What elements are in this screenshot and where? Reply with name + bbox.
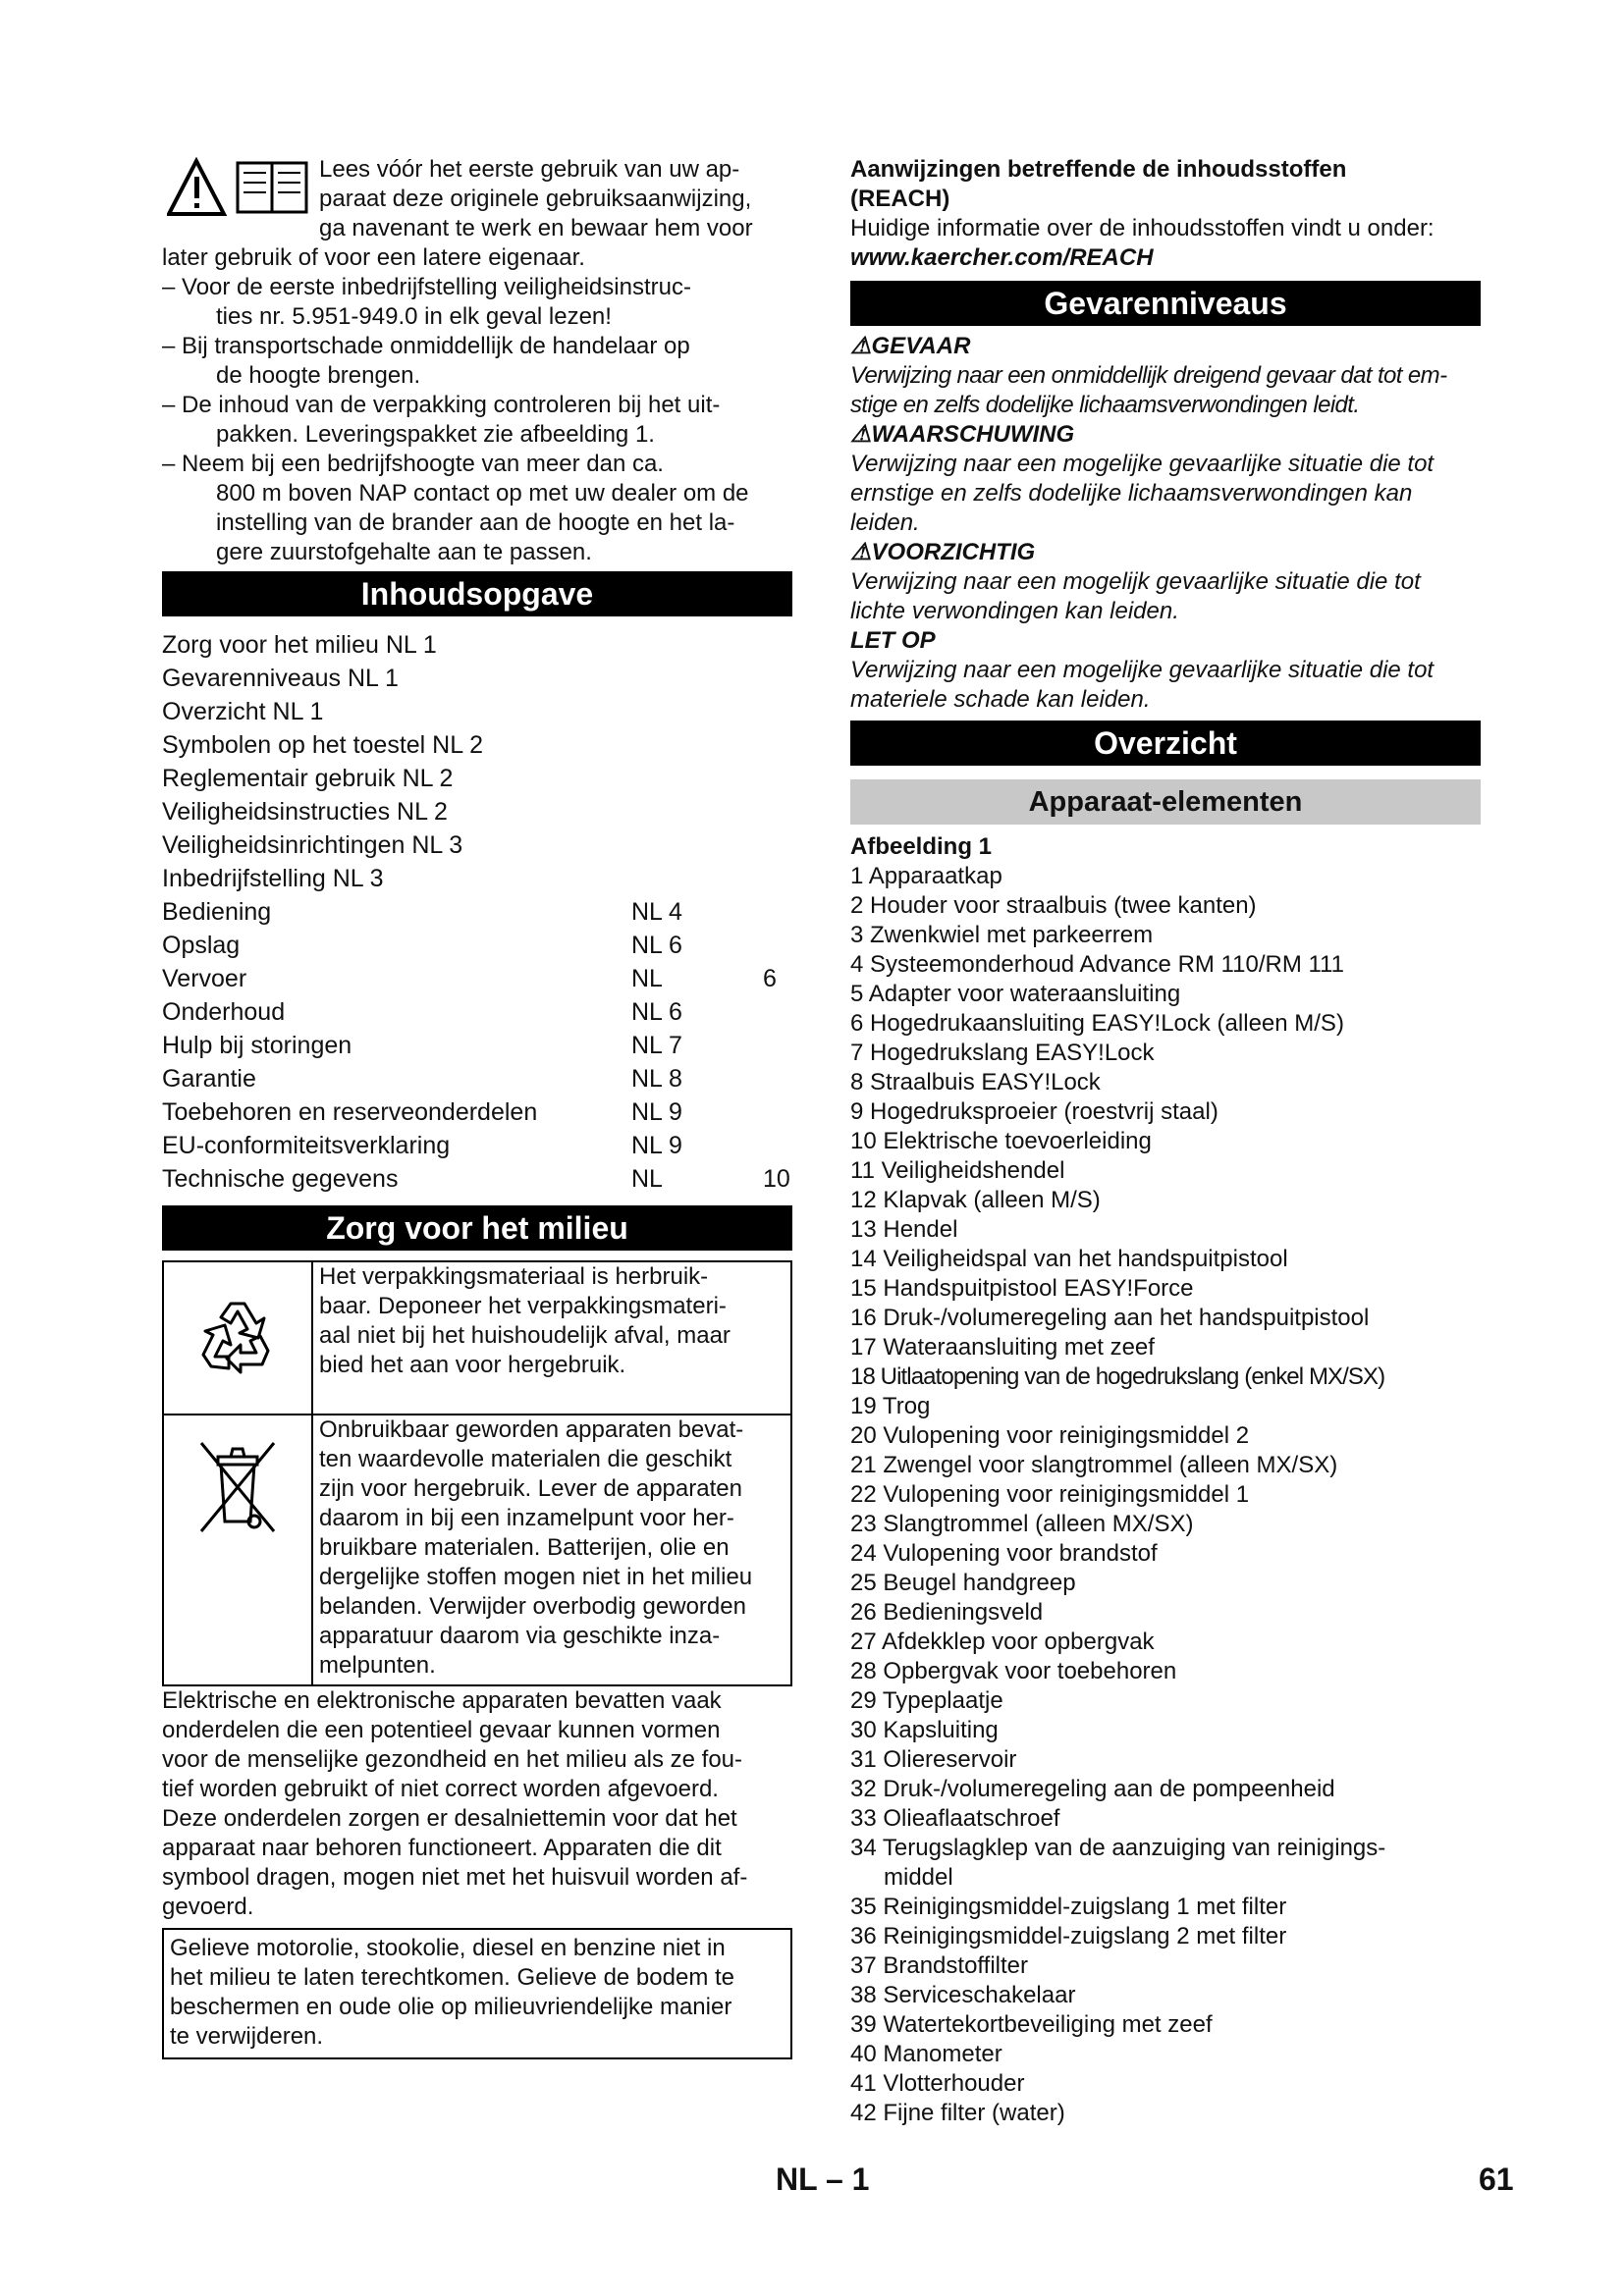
intro-text: Lees vóór het eerste gebruik van uw ap- xyxy=(319,156,740,183)
environment-heading: Zorg voor het milieu xyxy=(162,1205,792,1251)
oil-note-line: Gelieve motorolie, stookolie, diesel en benzine niet in xyxy=(170,1935,726,1961)
intro-list-item: – Neem bij een bedrijfshoogte van meer dan ca. xyxy=(162,451,664,477)
list-item: 27 Afdekklep voor opbergvak xyxy=(850,1629,1155,1655)
list-item: 7 Hogedrukslang EASY!Lock xyxy=(850,1040,1155,1066)
intro-block xyxy=(162,155,792,567)
toc-entry-label: Hulp bij storingen xyxy=(162,1032,352,1059)
toc-entry-text: Veiligheidsinstructies NL 2 xyxy=(162,798,448,826)
toc-entry[interactable] xyxy=(162,628,792,662)
environment-table xyxy=(162,1260,792,1686)
list-item: 2 Houder voor straalbuis (twee kanten) xyxy=(850,892,1257,919)
toc-entry-label: Opslag xyxy=(162,932,241,959)
toc-entry-label: Vervoer xyxy=(162,965,247,992)
hazard-text: Verwijzing naar een mogelijke gevaarlijke situatie die tot xyxy=(850,657,1435,683)
hazard-label-warning: ⚠WAARSCHUWING xyxy=(850,421,1075,448)
toc-entry[interactable] xyxy=(162,929,792,962)
list-item: 37 Brandstoffilter xyxy=(850,1952,1028,1979)
toc-entry-label: Onderhoud xyxy=(162,998,286,1026)
list-item: 32 Druk-/volumeregeling aan de pompeenheid xyxy=(850,1776,1335,1802)
weee-line: bruikbare materialen. Batterijen, olie en xyxy=(319,1534,730,1561)
toc-entry-page: 10 xyxy=(763,1165,790,1193)
list-item: 39 Watertekortbeveiliging met zeef xyxy=(850,2011,1213,2038)
toc-entry-label: Garantie xyxy=(162,1065,256,1093)
oil-note-line: beschermen en oude olie op milieuvriendelijke manier xyxy=(170,1994,732,2020)
overview-heading: Overzicht xyxy=(850,721,1481,766)
intro-list-item: pakken. Leveringspakket zie afbeelding 1. xyxy=(216,421,655,448)
overview-subheading: Apparaat-elementen xyxy=(850,779,1481,825)
toc-heading: Inhoudsopgave xyxy=(162,571,792,616)
toc-entry-label: Toebehoren en reserveonderdelen xyxy=(162,1098,538,1126)
toc-entry[interactable] xyxy=(162,662,792,695)
toc-entry[interactable] xyxy=(162,1162,792,1196)
toc-entry-text: Veiligheidsinrichtingen NL 3 xyxy=(162,831,463,859)
list-item: 18 Uitlaatopening van de hogedrukslang (enkel MX/SX) xyxy=(850,1363,1385,1390)
reach-title: (REACH) xyxy=(850,186,950,212)
footer-sep: – 1 xyxy=(825,2162,870,2197)
hazard-text: ernstige en zelfs dodelijke lichaamsverwondingen kan xyxy=(850,480,1413,507)
list-item: 36 Reinigingsmiddel-zuigslang 2 met filter xyxy=(850,1923,1287,1949)
recycle-icon xyxy=(164,1262,313,1414)
list-item: 12 Klapvak (alleen M/S) xyxy=(850,1187,1101,1213)
reach-link[interactable]: www.kaercher.com/REACH xyxy=(850,244,1154,271)
weee-para-line: onderdelen die een potentieel gevaar kunnen vormen xyxy=(162,1717,721,1743)
list-item: 33 Olieaflaatschroef xyxy=(850,1805,1060,1832)
list-item: 1 Apparaatkap xyxy=(850,863,1002,889)
footer-lang: NL xyxy=(776,2162,818,2197)
weee-paragraph xyxy=(162,1686,792,1922)
list-item: 31 Oliereservoir xyxy=(850,1746,1017,1773)
weee-para-line: gevoerd. xyxy=(162,1894,254,1920)
list-item: 15 Handspuitpistool EASY!Force xyxy=(850,1275,1194,1302)
list-item: 8 Straalbuis EASY!Lock xyxy=(850,1069,1101,1095)
toc-entry-text: Inbedrijfstelling NL 3 xyxy=(162,865,384,892)
recycle-line: Het verpakkingsmateriaal is herbruik- xyxy=(319,1263,709,1290)
hazard-text: Verwijzing naar een mogelijk gevaarlijke situatie die tot xyxy=(850,568,1421,595)
weee-para-line: symbool dragen, mogen niet met het huisvuil worden af- xyxy=(162,1864,748,1891)
list-item: 19 Trog xyxy=(850,1393,931,1419)
intro-text: ga navenant te werk en bewaar hem voor xyxy=(319,215,753,241)
toc-list xyxy=(162,628,792,1196)
list-item: 42 Fijne filter (water) xyxy=(850,2100,1065,2126)
toc-entry-text: Gevarenniveaus NL 1 xyxy=(162,665,399,692)
list-item: 24 Vulopening voor brandstof xyxy=(850,1540,1158,1567)
weee-line: melpunten. xyxy=(319,1652,436,1679)
toc-entry[interactable] xyxy=(162,828,792,862)
toc-entry-ref: NL 9 xyxy=(631,1098,682,1126)
list-item: 28 Opbergvak voor toebehoren xyxy=(850,1658,1177,1684)
weee-para-line: voor de menselijke gezondheid en het milieu als ze fou- xyxy=(162,1746,743,1773)
toc-entry[interactable] xyxy=(162,1129,792,1162)
hazard-text: stige en zelfs dodelijke lichaamsverwondingen leidt. xyxy=(850,392,1360,418)
weee-text xyxy=(313,1415,790,1684)
toc-entry-ref: NL 6 xyxy=(631,932,682,959)
list-item: 22 Vulopening voor reinigingsmiddel 1 xyxy=(850,1481,1250,1508)
list-item: 4 Systeemonderhoud Advance RM 110/RM 111 xyxy=(850,951,1344,978)
crossed-bin-icon xyxy=(164,1415,313,1684)
list-item: 21 Zwengel voor slangtrommel (alleen MX/SX) xyxy=(850,1452,1338,1478)
hazard-text: materiele schade kan leiden. xyxy=(850,686,1151,713)
intro-list-item: – De inhoud van de verpakking controleren bij het uit- xyxy=(162,392,721,418)
list-item: 11 Veiligheidshendel xyxy=(850,1157,1065,1184)
toc-entry[interactable] xyxy=(162,1029,792,1062)
list-item: 13 Hendel xyxy=(850,1216,958,1243)
recycle-line: bied het aan voor hergebruik. xyxy=(319,1352,626,1378)
list-item: 14 Veiligheidspal van het handspuitpistool xyxy=(850,1246,1288,1272)
warning-manual-icon xyxy=(167,157,314,226)
list-item: 23 Slangtrommel (alleen MX/SX) xyxy=(850,1511,1194,1537)
hazard-levels xyxy=(850,332,1481,715)
toc-entry-ref: NL 4 xyxy=(631,898,682,926)
intro-list-item: ties nr. 5.951-949.0 in elk geval lezen! xyxy=(216,303,612,330)
toc-entry[interactable] xyxy=(162,762,792,795)
list-item: 9 Hogedruksproeier (roestvrij staal) xyxy=(850,1098,1218,1125)
toc-entry[interactable] xyxy=(162,1062,792,1095)
toc-entry-ref: NL 7 xyxy=(631,1032,682,1059)
list-item: 40 Manometer xyxy=(850,2041,1002,2067)
weee-para-line: Deze onderdelen zorgen er desalniettemin voor dat het xyxy=(162,1805,737,1832)
list-item: 38 Serviceschakelaar xyxy=(850,1982,1076,2008)
page-number: 61 xyxy=(1479,2162,1514,2197)
toc-entry-text: Zorg voor het milieu NL 1 xyxy=(162,631,437,659)
toc-entry[interactable] xyxy=(162,728,792,762)
list-item: 34 Terugslagklep van de aanzuiging van reinigings- xyxy=(850,1835,1386,1861)
hazard-label-notice: LET OP xyxy=(850,627,936,654)
toc-entry[interactable] xyxy=(162,795,792,828)
weee-para-line: tief worden gebruikt of niet correct worden afgevoerd. xyxy=(162,1776,719,1802)
list-item: 17 Wateraansluiting met zeef xyxy=(850,1334,1155,1361)
intro-text: later gebruik of voor een latere eigenaar. xyxy=(162,244,585,271)
toc-entry[interactable] xyxy=(162,695,792,728)
toc-entry-text: Overzicht NL 1 xyxy=(162,698,324,725)
list-item: 10 Elektrische toevoerleiding xyxy=(850,1128,1152,1154)
list-item: 29 Typeplaatje xyxy=(850,1687,1003,1714)
oil-note-line: het milieu te laten terechtkomen. Gelieve de bodem te xyxy=(170,1964,734,1991)
toc-entry[interactable] xyxy=(162,895,792,929)
intro-list-item: 800 m boven NAP contact op met uw dealer om de xyxy=(216,480,749,507)
intro-list-item: – Voor de eerste inbedrijfstelling veiligheidsinstruc- xyxy=(162,274,691,300)
list-item: 6 Hogedrukaansluiting EASY!Lock (alleen M/S) xyxy=(850,1010,1344,1037)
recycle-line: aal niet bij het huishoudelijk afval, maar xyxy=(319,1322,731,1349)
hazard-label-caution: ⚠VOORZICHTIG xyxy=(850,539,1036,565)
list-item: 20 Vulopening voor reinigingsmiddel 2 xyxy=(850,1422,1250,1449)
intro-list-item: instelling van de brander aan de hoogte en het la- xyxy=(216,509,735,536)
toc-entry-ref: NL 9 xyxy=(631,1132,682,1159)
intro-text: paraat deze originele gebruiksaanwijzing, xyxy=(319,186,752,212)
weee-line: dergelijke stoffen mogen niet in het milieu xyxy=(319,1564,753,1590)
toc-entry[interactable] xyxy=(162,1095,792,1129)
recycle-row xyxy=(162,1260,792,1415)
toc-entry[interactable] xyxy=(162,862,792,895)
weee-line: Onbruikbaar geworden apparaten bevat- xyxy=(319,1416,744,1443)
hazard-label-danger: ⚠GEVAAR xyxy=(850,333,971,359)
recycle-line: baar. Deponeer het verpakkingsmateri- xyxy=(319,1293,727,1319)
toc-entry-ref: NL xyxy=(631,1165,663,1193)
recycle-text xyxy=(313,1262,790,1414)
weee-line: apparatuur daarom via geschikte inza- xyxy=(319,1623,721,1649)
reach-title: Aanwijzingen betreffende de inhoudsstoffen xyxy=(850,156,1347,183)
hazard-text: Verwijzing naar een mogelijke gevaarlijke situatie die tot xyxy=(850,451,1435,477)
toc-entry-ref: NL 8 xyxy=(631,1065,682,1093)
oil-note-box xyxy=(162,1928,792,2059)
intro-list-item: gere zuurstofgehalte aan te passen. xyxy=(216,539,592,565)
weee-line: zijn voor hergebruik. Lever de apparaten xyxy=(319,1475,742,1502)
hazard-heading: Gevarenniveaus xyxy=(850,281,1481,326)
weee-line: ten waardevolle materialen die geschikt xyxy=(319,1446,732,1472)
weee-para-line: Elektrische en elektronische apparaten bevatten vaak xyxy=(162,1687,722,1714)
weee-line: daarom in bij een inzamelpunt voor her- xyxy=(319,1505,734,1531)
list-item: 5 Adapter voor wateraansluiting xyxy=(850,981,1181,1007)
toc-entry-ref: NL 6 xyxy=(631,998,682,1026)
weee-line: belanden. Verwijder overbodig geworden xyxy=(319,1593,746,1620)
toc-entry-page: 6 xyxy=(763,965,777,992)
toc-entry-text: Symbolen op het toestel NL 2 xyxy=(162,731,484,759)
hazard-text: Verwijzing naar een onmiddellijk dreigend gevaar dat tot em- xyxy=(850,362,1447,389)
toc-entry[interactable] xyxy=(162,995,792,1029)
component-list xyxy=(850,832,1481,2128)
toc-entry-ref: NL xyxy=(631,965,663,992)
list-item: 35 Reinigingsmiddel-zuigslang 1 met filter xyxy=(850,1894,1287,1920)
list-item: 3 Zwenkwiel met parkeerrem xyxy=(850,922,1154,948)
oil-note-line: te verwijderen. xyxy=(170,2023,324,2050)
weee-para-line: apparaat naar behoren functioneert. Apparaten die dit xyxy=(162,1835,722,1861)
toc-entry-label: Bediening xyxy=(162,898,272,926)
weee-row xyxy=(162,1415,792,1686)
list-item: 25 Beugel handgreep xyxy=(850,1570,1076,1596)
toc-entry[interactable] xyxy=(162,962,792,995)
list-item: middel xyxy=(884,1864,953,1891)
intro-list-item: de hoogte brengen. xyxy=(216,362,421,389)
toc-entry-text: Reglementair gebruik NL 2 xyxy=(162,765,454,792)
hazard-text: lichte verwondingen kan leiden. xyxy=(850,598,1179,624)
list-item: 26 Bedieningsveld xyxy=(850,1599,1044,1626)
toc-entry-label: Technische gegevens xyxy=(162,1165,399,1193)
toc-entry-label: EU-conformiteitsverklaring xyxy=(162,1132,451,1159)
list-item: 41 Vlotterhouder xyxy=(850,2070,1025,2097)
list-item: 30 Kapsluiting xyxy=(850,1717,999,1743)
footer-section xyxy=(776,2162,870,2197)
intro-list-item: – Bij transportschade onmiddellijk de handelaar op xyxy=(162,333,690,359)
figure-label: Afbeelding 1 xyxy=(850,833,993,860)
reach-text: Huidige informatie over de inhoudsstoffen vindt u onder: xyxy=(850,215,1435,241)
hazard-text: leiden. xyxy=(850,509,920,536)
left-column xyxy=(162,155,792,2059)
right-column xyxy=(850,155,1481,2128)
list-item: 16 Druk-/volumeregeling aan het handspuitpistool xyxy=(850,1305,1370,1331)
